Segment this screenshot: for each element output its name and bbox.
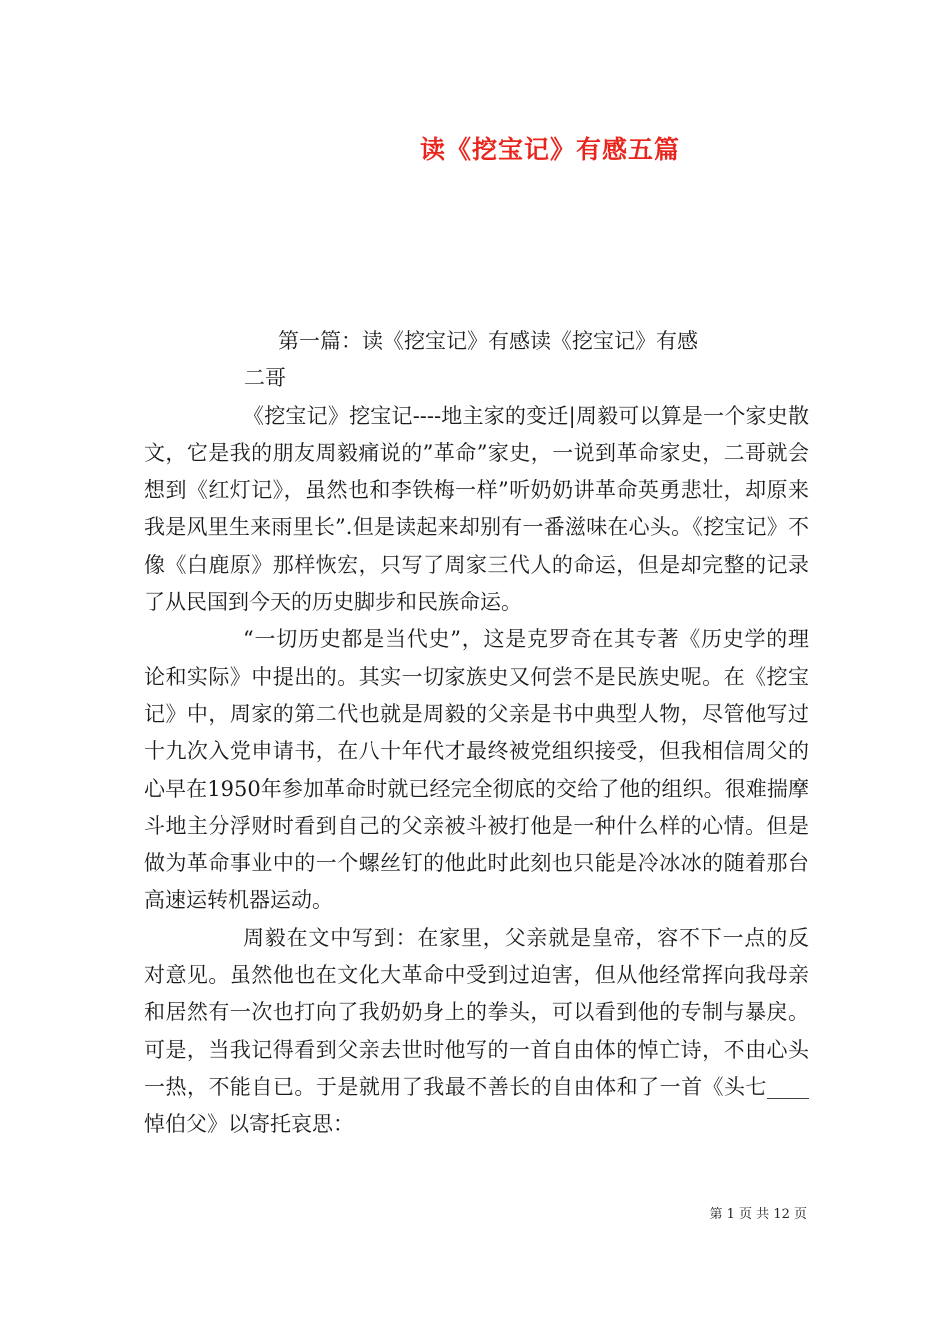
paragraph-3: 周毅在文中写到：在家里，父亲就是皇帝，容不下一点的反对意见。虽然他也在文化大革命中受到过迫害，但从他经常挥向我母亲和居然有一次也打向了我奶奶身上的拳头，可以看到他的专制与暴戾。可是，当我记得看到父亲去世时他写的一首自由体的悼亡诗，不由心头一热，不能自已。于是就用了我最不善长的自由体和了一首《头七____悼伯父》以寄托哀思： [144,925,809,1137]
document-body [144,323,809,1144]
document-title: 读《挖宝记》有感五篇 [419,135,680,164]
page-number: 第 1 页 共 12 页 [709,1207,807,1222]
section-heading: 第一篇：读《挖宝记》有感读《挖宝记》有感 [278,329,698,353]
section-author: 二哥 [244,366,286,391]
paragraph-2: “一切历史都是当代史”，这是克罗奇在其专著《历史学的理论和实际》中提出的。其实一切家族史又何尝不是民族史呢。在《挖宝记》中，周家的第二代也就是周毅的父亲是书中典型人物，尽管他写过十九次入党申请书，在八十年代才最终被党组织接受，但我相信周父的心早在1950年参加革命时就已经完全彻底的交给了他的组织。很难揣摩斗地主分浮财时看到自己的父亲被斗被打他是一种什么样的心情。但是做为革命事业中的一个螺丝钉的他此时此刻也只能是冷冰冰的随着那台高速运转机器运动。 [144,627,809,913]
paragraph-1: 《挖宝记》挖宝记----地主家的变迁|周毅可以算是一个家史散文，它是我的朋友周毅痛说的”革命”家史，一说到革命家史，二哥就会想到《红灯记》，虽然也和李铁梅一样”听奶奶讲革命英勇悲壮，却原来我是风里生来雨里长”.但是读起来却别有一番滋味在心头。《挖宝记》不像《白鹿原》那样恢宏，只写了周家三代人的命运，但是却完整的记录了从民国到今天的历史脚步和民族命运。 [144,403,809,615]
